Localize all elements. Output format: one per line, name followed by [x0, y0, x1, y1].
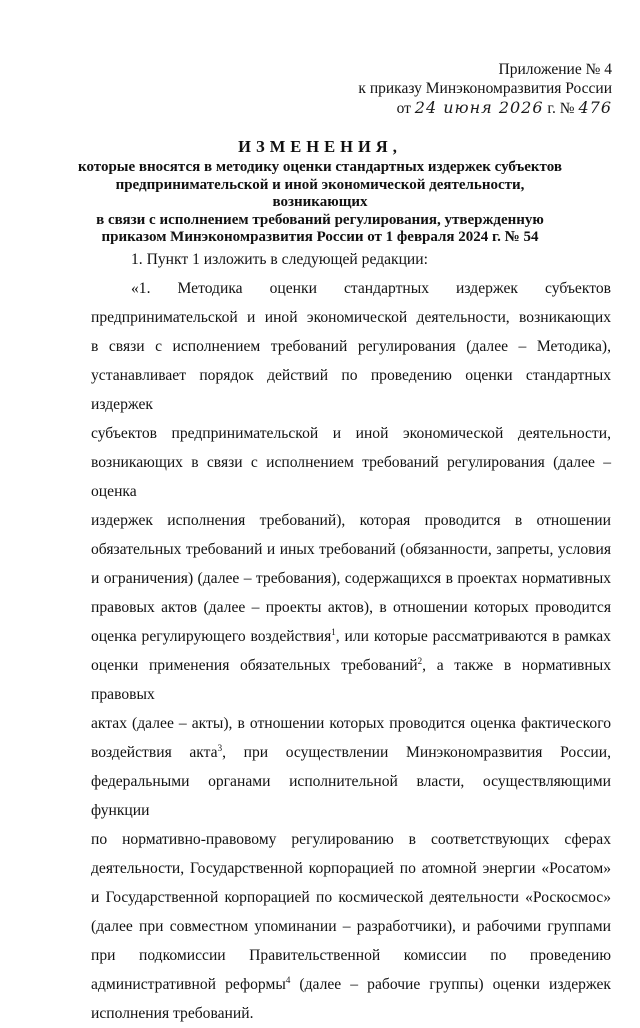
body-line: в связи с исполнением требований регулирования (далее – Методика),: [91, 338, 611, 355]
body-text: оценка регулирующего воздействия: [91, 628, 332, 645]
body-line-with-footnote: [91, 970, 611, 999]
footnote-mark: 4: [285, 974, 291, 985]
body-line: актах (далее – акты), в отношении которых проводится оценка фактического: [91, 715, 611, 732]
body-line-with-footnote: [91, 622, 611, 651]
body-line: издержек исполнения требований), которая проводится в отношении: [91, 512, 611, 529]
point-1-new-text: [91, 274, 611, 1028]
body-line: субъектов предпринимательской и иной экономической деятельности,: [91, 425, 611, 442]
body-line: обязательных требований и иных требований (обязанности, запреты, условия: [91, 541, 611, 558]
body-line-with-footnote: [91, 651, 611, 709]
body-line: и ограничения) (далее – требования), содержащихся в проектах нормативных: [91, 570, 611, 587]
document-heading: ИЗМЕНЕНИЯ,: [238, 137, 402, 156]
body-line: исполнения требований.: [91, 1005, 254, 1022]
subtitle-line: приказом Минэкономразвития России от 1 февраля 2024 г. № 54: [101, 229, 539, 245]
subtitle-line: предпринимательской и иной экономической деятельности, возникающих: [115, 176, 525, 210]
body-text: воздействия акта: [91, 744, 218, 761]
body-line: при подкомиссии Правительственной комиссии по проведению: [91, 947, 611, 964]
handwritten-date: 24 июня 2026: [414, 98, 544, 117]
footnote-mark: 3: [217, 742, 223, 753]
body-line: устанавливает порядок действий по проведению оценки стандартных издержек: [91, 367, 611, 413]
appendix-order-reference: к приказу Минэкономразвития России: [358, 80, 612, 97]
footnote-mark: 1: [331, 626, 336, 637]
body-line: (далее при совместном упоминании – разработчики), и рабочими группами: [91, 918, 611, 935]
body-line: по нормативно-правовому регулированию в соответствующих сферах: [91, 831, 611, 848]
body-line: деятельности, Государственной корпорацией по атомной энергии «Росатом»: [91, 860, 611, 877]
body-text: административной реформы: [91, 976, 286, 993]
body-text: , а также в нормативных правовых: [91, 657, 611, 703]
body-line-with-footnote: [91, 738, 611, 767]
body-line: правовых актов (далее – проекты актов), в отношении которых проводится: [91, 599, 611, 616]
body-line: и Государственной корпорацией по космической деятельности «Роскосмос»: [91, 889, 611, 906]
body-text: , или которые рассматриваются в рамках: [335, 628, 611, 645]
appendix-date-line: [358, 98, 612, 118]
body-line: «1. Методика оценки стандартных издержек субъектов: [131, 280, 611, 297]
handwritten-order-number: 476: [578, 98, 612, 117]
subtitle-line: в связи с исполнением требований регулирования, утвержденную: [96, 211, 544, 228]
body-text: (далее – рабочие группы) оценки издержек: [290, 976, 611, 993]
date-suffix: г. №: [547, 100, 575, 117]
appendix-block: [358, 60, 612, 118]
document-body: [91, 245, 611, 1028]
point-1-instruction: 1. Пункт 1 изложить в следующей редакции:: [131, 251, 428, 268]
appendix-number: Приложение № 4: [498, 61, 612, 78]
document-subtitle: [70, 159, 570, 247]
body-text: оценки применения обязательных требований: [91, 657, 418, 674]
body-line: федеральными органами исполнительной власти, осуществляющими функции: [91, 773, 611, 819]
body-line: предпринимательской и иной экономической деятельности, возникающих: [91, 309, 611, 326]
date-prefix: от: [396, 100, 411, 117]
subtitle-line: которые вносятся в методику оценки стандартных издержек субъектов: [78, 159, 562, 175]
footnote-mark: 2: [417, 655, 423, 666]
body-text: , при осуществлении Минэкономразвития России,: [222, 744, 611, 761]
body-line: возникающих в связи с исполнением требований регулирования (далее – оценка: [91, 454, 611, 500]
